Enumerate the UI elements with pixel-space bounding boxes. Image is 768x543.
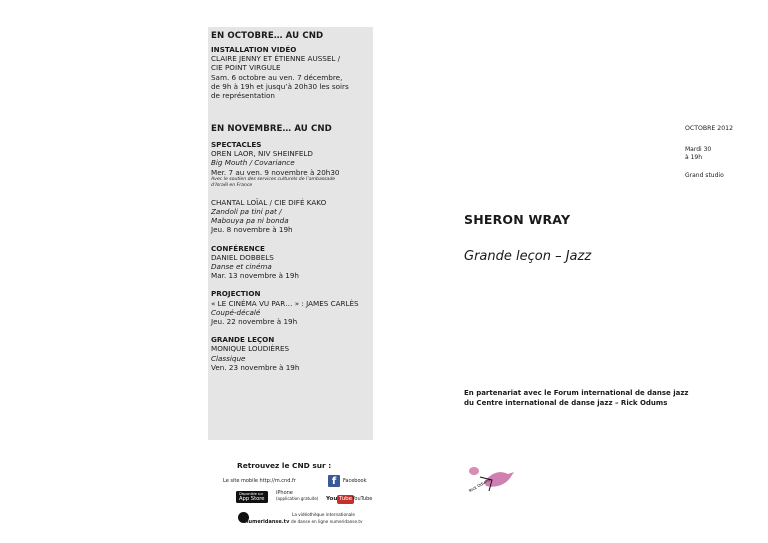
event-work: Danse et cinéma xyxy=(211,262,272,272)
footer-title: Retrouvez le CND sur : xyxy=(237,461,332,470)
numeridanse-name: numeridanse.tv xyxy=(245,519,290,525)
partnership-line: En partenariat avec le Forum international de danse jazz xyxy=(464,389,689,397)
iphone-info xyxy=(276,490,318,502)
iphone-note: (application gratuite) xyxy=(276,496,319,501)
event-date: Jeu. 8 novembre à 19h xyxy=(211,225,293,235)
mobile-site-link[interactable]: Le site mobile http://m.cnd.fr xyxy=(223,478,296,484)
event-work: Classique xyxy=(211,353,246,363)
event-block xyxy=(211,140,371,189)
event-category: CONFÉRENCE xyxy=(211,243,265,253)
numeridanse-tagline: de danse en ligne numeridanse.tv xyxy=(290,519,363,524)
event-work: Big Mouth / Covariance xyxy=(211,158,295,168)
event-block xyxy=(211,289,371,326)
partnership-line: du Centre international de danse jazz – Rick Odums xyxy=(464,399,668,407)
event-category: SPECTACLES xyxy=(211,140,262,149)
event-artists: MONIQUE LOUDIÈRES xyxy=(211,344,290,354)
event-work: Zandoli pa tini pat / xyxy=(211,207,282,217)
event-date: de 9h à 19h et jusqu’à 20h30 les soirs xyxy=(211,81,349,91)
month-label: OCTOBRE 2012 xyxy=(685,125,734,132)
app-store-badge[interactable] xyxy=(236,491,268,503)
event-note: Avec le soutien des services culturels de l’ambassade xyxy=(211,176,336,182)
november-events xyxy=(211,140,371,372)
october-heading: EN OCTOBRE… AU CND xyxy=(211,31,324,41)
event-work: Coupé-décalé xyxy=(211,307,261,317)
event-date: Mer. 7 au ven. 9 novembre à 20h30 xyxy=(211,167,340,177)
event-block xyxy=(211,198,371,235)
app-store-small-label: Disponible sur xyxy=(239,492,264,496)
event-date: de représentation xyxy=(211,91,275,101)
event-date: Jeu. 22 novembre à 19h xyxy=(211,317,298,327)
day-label: Mardi 30 xyxy=(685,146,712,153)
youtube-you: You xyxy=(326,496,338,502)
youtube-logo-box[interactable]: Tube xyxy=(339,496,353,502)
youtube-logo[interactable] xyxy=(326,495,337,504)
facebook-icon[interactable]: f xyxy=(328,475,340,487)
event-date: Ven. 23 novembre à 19h xyxy=(211,362,300,372)
event-work: Mabouya pa ni bonda xyxy=(211,216,289,226)
event-subtitle: Grande leçon – Jazz xyxy=(464,249,592,264)
november-heading: EN NOVEMBRE… AU CND xyxy=(211,124,332,134)
event-company: CIE POINT VIRGULE xyxy=(211,63,281,73)
event-block xyxy=(211,335,371,372)
event-artists: CHANTAL LOÏAL / CIE DIFÉ KAKO xyxy=(211,197,327,207)
artist-name: SHERON WRAY xyxy=(464,212,571,227)
event-note: d’Israël en France xyxy=(211,182,253,188)
facebook-label[interactable]: Facebook xyxy=(343,478,367,484)
iphone-label: iPhone xyxy=(276,490,293,496)
event-date: Mar. 13 novembre à 19h xyxy=(211,271,299,281)
numeridanse-line[interactable] xyxy=(245,519,363,525)
event-category: PROJECTION xyxy=(211,289,261,299)
rick-odums-logo xyxy=(462,460,520,496)
app-store-label: App Store xyxy=(239,496,265,502)
event-artists: OREN LAOR, NIV SHEINFELD xyxy=(211,149,313,159)
logo-circle xyxy=(469,467,479,475)
event-category: GRANDE LEÇON xyxy=(211,335,275,345)
event-date: Sam. 6 octobre au ven. 7 décembre, xyxy=(211,72,343,82)
youtube-label[interactable]: YouTube xyxy=(352,496,373,502)
event-artists: « LE CINÉMA VU PAR… » : JAMES CARLÈS xyxy=(211,298,359,308)
event-artists: DANIEL DOBBELS xyxy=(211,252,274,262)
logo-text: Rick Odums xyxy=(467,476,492,494)
partnership-text xyxy=(464,388,689,408)
october-event xyxy=(211,45,371,100)
date-info xyxy=(685,146,711,161)
numeridanse-tagline: La vidéothèque internationale xyxy=(292,512,355,517)
event-category: INSTALLATION VIDÉO xyxy=(211,45,297,54)
event-block xyxy=(211,244,371,281)
event-artists: CLAIRE JENNY ET ÉTIENNE AUSSEL / xyxy=(211,54,341,64)
venue-label: Grand studio xyxy=(685,172,724,179)
time-label: à 19h xyxy=(685,153,703,161)
